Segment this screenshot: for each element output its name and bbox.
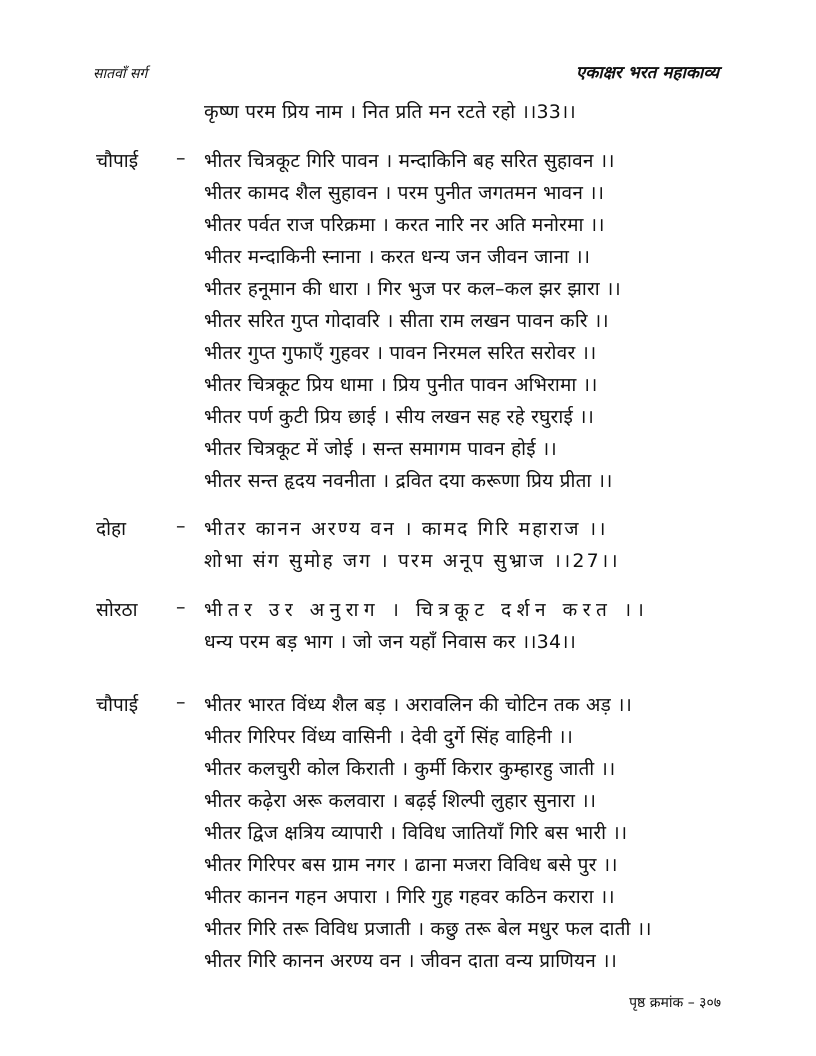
chapter-header: सातवाँ सर्ग	[93, 66, 148, 82]
verse-line: शोभा संग सुमोह जग । परम अनूप सुभ्राज ।।27।।	[204, 550, 620, 572]
verse-line: भीतर कामद शैल सुहावन । परम पुनीत जगतमन भावन ।।	[204, 182, 605, 204]
verse-line: भीतर सन्त हृदय नवनीता । द्रवित दया करूणा प्रिय प्रीता ।।	[204, 470, 613, 492]
verse-line: भीतर गिरिपर बस ग्राम नगर । ढाना मजरा विविध बसे पुर ।।	[204, 854, 618, 876]
verse-line: भीतर गिरि कानन अरण्य वन । जीवन दाता वन्य प्राणियन ।।	[204, 950, 618, 972]
verse-line: भीतर चित्रकूट में जोई । सन्त समागम पावन होई ।।	[204, 438, 557, 460]
page-number: पृष्ठ क्रमांक – ३०७	[629, 995, 721, 1011]
verse-type-label: चौपाई	[96, 150, 139, 172]
verse-line: भीतर पर्वत राज परिक्रमा । करत नारि नर अति मनोरमा ।।	[204, 214, 605, 236]
verse-line: भीतर सरित गुप्त गोदावरि । सीता राम लखन पावन करि ।।	[204, 310, 609, 332]
verse-line: भीतर कानन अरण्य वन । कामद गिरि महाराज ।।	[204, 518, 608, 540]
verse-line: भीतर हनूमान की धारा । गिर भुज पर कल–कल झर झारा ।।	[204, 278, 621, 300]
verse-type-label: सोरठा	[96, 599, 138, 621]
verse-line: भीतर गिरिपर विंध्य वासिनी । देवी दुर्गे सिंह वाहिनी ।।	[204, 726, 574, 748]
verse-dash: –	[176, 147, 186, 169]
verse-line: भीतर गुप्त गुफाएँ गुहवर । पावन निरमल सरित सरोवर ।।	[204, 342, 597, 364]
verse-type-label: चौपाई	[96, 694, 139, 716]
verse-dash: –	[176, 691, 186, 713]
verse-line: भीतर चित्रकूट गिरि पावन । मन्दाकिनि बह सरित सुहावन ।।	[204, 150, 615, 172]
verse-line: भीतर भारत विंध्य शैल बड़ । अरावलिन की चोटिन तक अड़ ।।	[204, 694, 633, 716]
intro-verse-line: कृष्ण परम प्रिय नाम । नित प्रति मन रटते रहो ।।33।।	[204, 101, 576, 123]
verse-line: भीतर पर्ण कुटी प्रिय छाई । सीय लखन सह रहे रघुराई ।।	[204, 406, 595, 428]
verse-line: भीतर चित्रकूट प्रिय धामा । प्रिय पुनीत पावन अभिरामा ।।	[204, 374, 598, 396]
verse-line: भीतर कलचुरी कोल किराती । कुर्मी किरार कुम्हारहु जाती ।।	[204, 758, 616, 780]
verse-line: धन्य परम बड़ भाग । जो जन यहाँ निवास कर ।।34।।	[204, 631, 577, 653]
verse-line: भीतर गिरि तरू विविध प्रजाती । कछु तरू बेल मधुर फल दाती ।।	[204, 918, 652, 940]
verse-line: भीतर द्विज क्षत्रिय व्यापारी । विविध जातियाँ गिरि बस भारी ।।	[204, 822, 628, 844]
verse-line: भीतर कढ़ेरा अरू कलवारा । बढ़ई शिल्पी लुहार सुनारा ।।	[204, 790, 597, 812]
verse-line: भीतर मन्दाकिनी स्नाना । करत धन्य जन जीवन जाना ।।	[204, 246, 591, 268]
book-title-header: एकाक्षर भरत महाकाव्य	[575, 63, 719, 83]
verse-line: भीतर उर अनुराग । चित्रकूट दर्शन करत ।।	[204, 599, 650, 621]
verse-dash: –	[176, 515, 186, 537]
verse-type-label: दोहा	[96, 518, 127, 540]
verse-line: भीतर कानन गहन अपारा । गिरि गुह गहवर कठिन करारा ।।	[204, 886, 615, 908]
verse-dash: –	[176, 596, 186, 618]
